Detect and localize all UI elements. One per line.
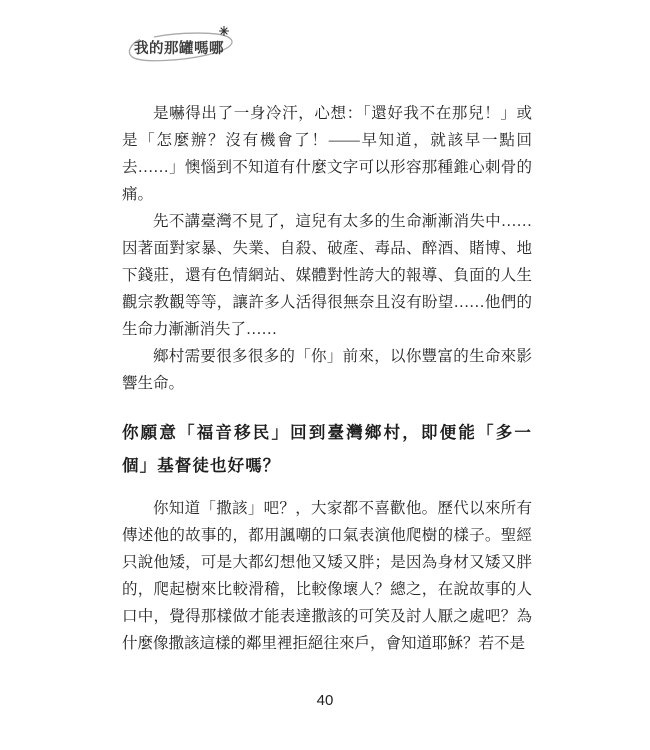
paragraph: 是嚇得出了一身冷汗，心想：「還好我不在那兒！」或是「怎麼辦？沒有機會了！——早知道，就該早一點回去……」懊惱到不知道有什麼文字可以形容那種錐心刺骨的痛。 <box>122 105 532 203</box>
paragraph: 先不講臺灣不見了，這兒有太多的生命漸漸消失中……因著面對家暴、失業、自殺、破產、毒品、醉酒、賭博、地下錢莊，還有色情網站、媒體對性誇大的報導、負面的人生觀宗教觀等等，讓許多人活得很無奈且沒有盼望……他們的生命力漸漸消失了…… <box>122 213 532 338</box>
logo-text: 我的那罐嗎哪 <box>134 41 224 57</box>
paragraph: 你知道「撒該」吧？，大家都不喜歡他。歷代以來所有傳述他的故事的，都用諷嘲的口氣表演他爬樹的樣子。聖經只說他矮，可是大都幻想他又矮又胖；是因為身材又矮又胖的，爬起樹來比較滑稽，比較像壞人？總之，在說故事的人口中，覺得那樣做才能表達撒該的可笑及討人厭之處吧？為什麼像撒該這樣的鄰里裡拒絕往來戶，會知道耶穌？若不是 <box>122 500 532 652</box>
page-content <box>122 100 532 657</box>
paragraph: 鄉村需要很多很多的「你」前來，以你豐富的生命來影響生命。 <box>122 348 532 392</box>
page-number: 40 <box>316 692 334 709</box>
sparkle-icon <box>220 27 229 36</box>
book-logo <box>126 26 242 68</box>
section-heading: 你願意「福音移民」回到臺灣鄉村，即便能「多一個」基督徒也好嗎？ <box>122 423 532 475</box>
